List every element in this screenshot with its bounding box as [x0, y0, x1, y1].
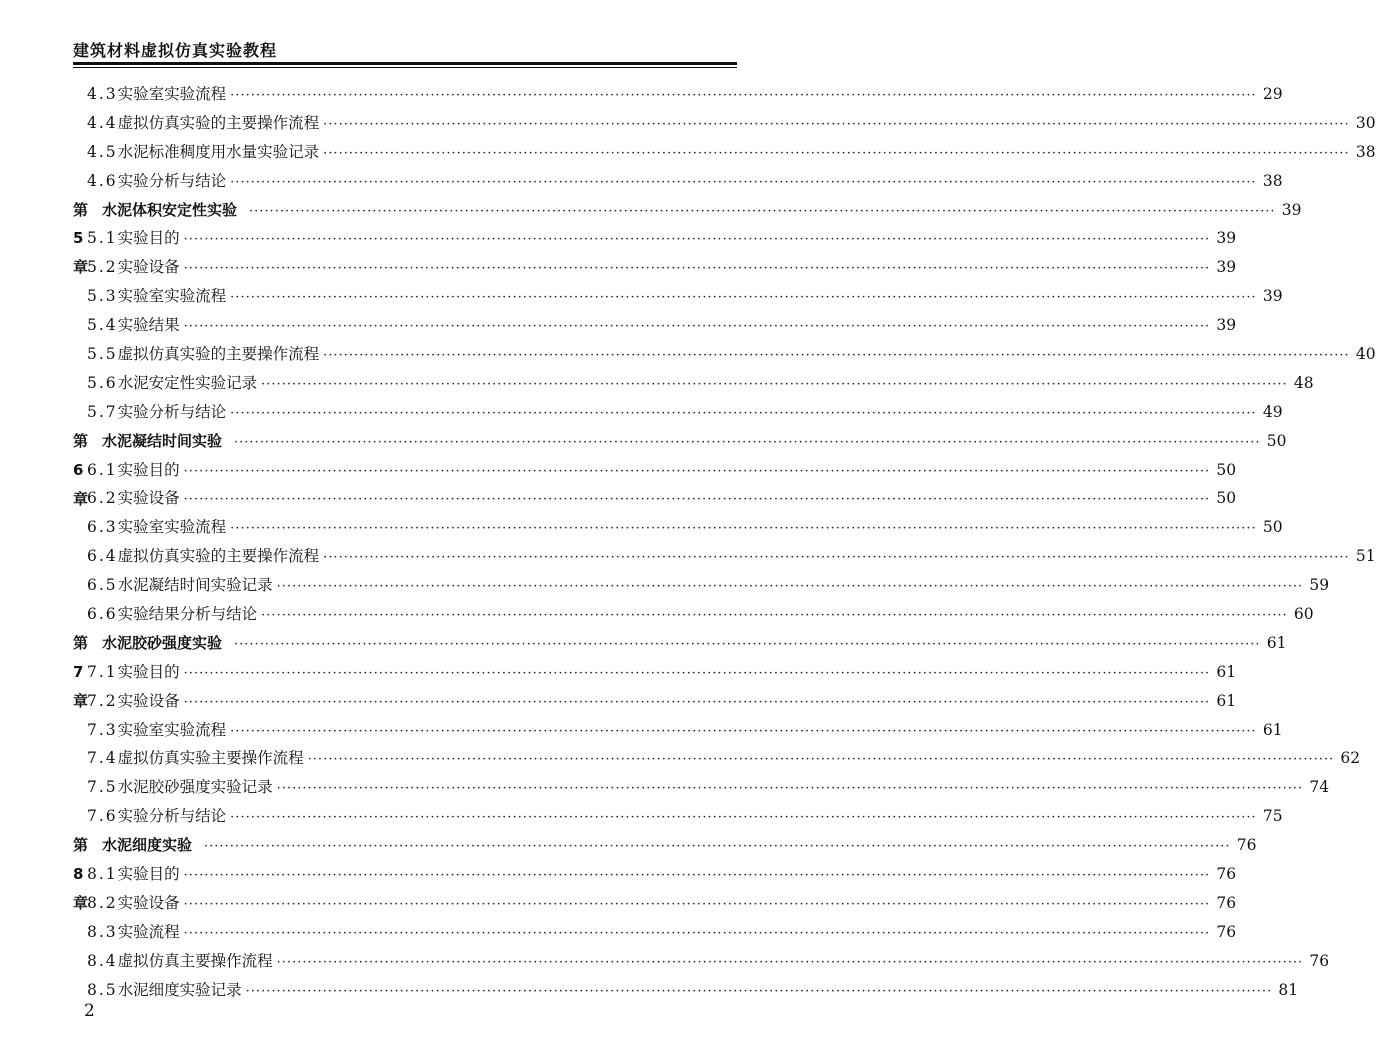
toc-leader-dots: ········································································································································································································	[230, 723, 1257, 739]
toc-section-row[interactable]	[73, 311, 1237, 340]
toc-page-number: 59	[1309, 576, 1330, 595]
toc-section-number: 7.1	[87, 662, 118, 681]
toc-page-number: 50	[1266, 431, 1287, 450]
toc-leader-dots: ········································································································································································································	[230, 88, 1257, 103]
toc-page-number: 61	[1216, 691, 1237, 710]
toc-page-number: 76	[1236, 836, 1257, 855]
toc-section-row[interactable]	[73, 976, 1299, 1005]
toc-entry-title: 虚拟仿真主要操作流程	[117, 951, 273, 970]
toc-section-row[interactable]	[73, 253, 1237, 282]
toc-entry-title: 实验室实验流程	[117, 287, 227, 306]
toc-section-number: 7.2	[87, 691, 118, 710]
toc-section-row[interactable]	[73, 167, 1283, 196]
toc-leader-dots: ········································································································································································································	[204, 839, 1231, 855]
toc-leader-dots: ········································································································································································································	[323, 145, 1350, 161]
toc-entry-title: 水泥安定性实验记录	[117, 373, 258, 392]
toc-section-row[interactable]	[73, 600, 1314, 629]
toc-leader-dots: ········································································································································································································	[183, 896, 1211, 912]
toc-leader-dots: ········································································································································································································	[230, 521, 1257, 537]
toc-leader-dots: ········································································································································································································	[183, 868, 1211, 884]
toc-page-number: 49	[1262, 402, 1283, 421]
toc-entry-title: 虚拟仿真实验主要操作流程	[117, 749, 304, 768]
toc-section-number: 4.4	[87, 113, 118, 132]
toc-section-row[interactable]	[73, 542, 1376, 571]
toc-section-number: 5.5	[87, 345, 118, 364]
toc-page-number: 76	[1216, 922, 1237, 941]
toc-section-row[interactable]	[73, 282, 1283, 311]
toc-entry-title: 实验结果	[117, 316, 180, 335]
toc-leader-dots: ········································································································································································································	[323, 550, 1350, 566]
toc-page-number: 39	[1262, 287, 1283, 306]
toc-entry-title: 实验室实验流程	[117, 720, 227, 739]
toc-section-number: 7.5	[87, 778, 118, 797]
toc-section-row[interactable]	[73, 513, 1283, 542]
toc-page-number: 40	[1355, 345, 1376, 364]
toc-page-number: 81	[1278, 980, 1299, 999]
toc-page-number: 74	[1309, 778, 1330, 797]
page-number: 2	[84, 1001, 95, 1021]
toc-entry-title: 水泥体积安定性实验	[102, 200, 238, 219]
toc-section-row[interactable]	[73, 369, 1314, 398]
toc-section-number: 7.3	[87, 720, 118, 739]
toc-section-row[interactable]	[73, 109, 1376, 138]
toc-section-number: 5.7	[87, 402, 118, 421]
toc-page-number: 48	[1293, 373, 1314, 392]
toc-leader-dots: ········································································································································································································	[230, 810, 1257, 826]
toc-page-number: 76	[1216, 865, 1237, 884]
toc-section-number: 4.5	[87, 142, 118, 161]
toc-leader-dots: ········································································································································································································	[234, 434, 1261, 450]
toc-entry-title: 实验结果分析与结论	[117, 605, 258, 624]
toc-page-number: 61	[1262, 720, 1283, 739]
toc-section-number: 4.6	[87, 171, 118, 190]
toc-leader-dots: ········································································································································································································	[230, 405, 1257, 421]
toc-leader-dots: ········································································································································································································	[183, 694, 1211, 710]
toc-page-number: 61	[1266, 633, 1287, 652]
toc-page-number: 61	[1216, 662, 1237, 681]
header-rule	[73, 62, 737, 68]
toc-leader-dots: ········································································································································································································	[276, 954, 1304, 970]
toc-section-row[interactable]	[73, 456, 1237, 485]
toc-entry-title: 实验分析与结论	[117, 402, 227, 421]
toc-section-number: 6.2	[87, 489, 118, 508]
toc-page-number: 39	[1216, 316, 1237, 335]
toc-leader-dots: ········································································································································································································	[307, 752, 1335, 768]
toc-page-number: 39	[1216, 258, 1237, 277]
toc-page-number: 39	[1216, 229, 1237, 248]
toc-leader-dots: ········································································································································································································	[183, 463, 1211, 479]
toc-entry-title: 水泥细度实验记录	[117, 980, 242, 999]
toc-leader-dots: ········································································································································································································	[183, 492, 1211, 508]
toc-section-row[interactable]	[73, 398, 1283, 427]
toc-section-number: 5.2	[87, 258, 118, 277]
toc-page-number: 29	[1262, 85, 1283, 103]
toc-section-number: 8.3	[87, 922, 118, 941]
toc-section-number: 5.3	[87, 287, 118, 306]
toc-entry-title: 水泥凝结时间实验	[102, 431, 223, 450]
toc-leader-dots: ········································································································································································································	[183, 925, 1211, 941]
toc-chapter-label: 第 5 章	[73, 200, 89, 277]
toc-entry-title: 实验目的	[117, 460, 180, 479]
table-of-contents	[73, 80, 1376, 1005]
toc-chapter-label: 第 6 章	[73, 431, 89, 508]
toc-entry-title: 实验设备	[117, 489, 180, 508]
toc-page-number: 50	[1216, 489, 1237, 508]
toc-leader-dots: ········································································································································································································	[234, 636, 1261, 652]
toc-section-number: 6.1	[87, 460, 118, 479]
toc-page-number: 62	[1340, 749, 1361, 768]
toc-entry-title: 虚拟仿真实验的主要操作流程	[117, 113, 320, 132]
toc-page-number: 51	[1355, 547, 1376, 566]
toc-section-row[interactable]	[73, 138, 1376, 167]
toc-entry-title: 虚拟仿真实验的主要操作流程	[117, 345, 320, 364]
toc-entry-title: 虚拟仿真实验的主要操作流程	[117, 547, 320, 566]
toc-section-row[interactable]	[73, 918, 1237, 947]
toc-page-number: 76	[1309, 951, 1330, 970]
toc-entry-title: 水泥细度实验	[102, 836, 193, 855]
toc-page-number: 76	[1216, 893, 1237, 912]
toc-entry-title: 实验室实验流程	[117, 518, 227, 537]
toc-section-number: 4.3	[87, 85, 118, 103]
toc-section-row[interactable]	[73, 889, 1237, 918]
toc-leader-dots: ········································································································································································································	[183, 232, 1211, 248]
toc-section-row[interactable]	[73, 658, 1237, 687]
toc-chapter-label: 第 7 章	[73, 633, 89, 710]
toc-leader-dots: ········································································································································································································	[183, 261, 1211, 277]
toc-page-number: 38	[1262, 171, 1283, 190]
toc-leader-dots: ········································································································································································································	[245, 983, 1273, 999]
toc-entry-title: 实验设备	[117, 258, 180, 277]
toc-entry-title: 实验分析与结论	[117, 807, 227, 826]
toc-section-row[interactable]	[73, 716, 1283, 745]
toc-section-number: 8.1	[87, 865, 118, 884]
toc-entry-title: 水泥胶砂强度实验记录	[117, 778, 273, 797]
toc-leader-dots: ········································································································································································································	[276, 781, 1304, 797]
toc-entry-title: 实验设备	[117, 893, 180, 912]
toc-entry-title: 实验目的	[117, 662, 180, 681]
toc-page-number: 38	[1355, 142, 1376, 161]
toc-page-number: 50	[1262, 518, 1283, 537]
toc-section-number: 6.6	[87, 605, 118, 624]
toc-page-number: 75	[1262, 807, 1283, 826]
toc-leader-dots: ········································································································································································································	[261, 608, 1288, 624]
toc-section-row[interactable]	[73, 802, 1283, 831]
toc-section-row[interactable]	[73, 340, 1376, 369]
toc-leader-dots: ········································································································································································································	[261, 376, 1288, 392]
toc-entry-title: 实验目的	[117, 229, 180, 248]
running-header: 建筑材料虚拟仿真实验教程	[73, 41, 278, 60]
toc-section-number: 5.4	[87, 316, 118, 335]
toc-entry-title: 水泥凝结时间实验记录	[117, 576, 273, 595]
toc-section-number: 7.6	[87, 807, 118, 826]
toc-leader-dots: ········································································································································································································	[230, 290, 1257, 306]
toc-chapter-label: 第 8 章	[73, 836, 89, 912]
toc-leader-dots: ········································································································································································································	[249, 203, 1276, 219]
toc-leader-dots: ········································································································································································································	[183, 319, 1211, 335]
toc-section-number: 8.5	[87, 980, 118, 999]
toc-page-number: 60	[1293, 605, 1314, 624]
toc-entry-title: 水泥胶砂强度实验	[102, 633, 223, 652]
toc-section-number: 6.4	[87, 547, 118, 566]
toc-section-row[interactable]	[73, 484, 1237, 513]
toc-page-number: 39	[1281, 200, 1302, 219]
toc-section-row[interactable]	[73, 947, 1330, 976]
toc-entry-title: 实验目的	[117, 865, 180, 884]
toc-section-row[interactable]	[73, 224, 1237, 253]
toc-section-row[interactable]	[73, 687, 1237, 716]
toc-section-row[interactable]	[73, 860, 1237, 889]
toc-section-number: 6.3	[87, 518, 118, 537]
toc-page-number: 50	[1216, 460, 1237, 479]
toc-leader-dots: ········································································································································································································	[323, 348, 1350, 364]
toc-entry-title: 实验流程	[117, 922, 180, 941]
toc-section-row[interactable]	[73, 571, 1330, 600]
toc-entry-title: 实验设备	[117, 691, 180, 710]
toc-page-number: 30	[1355, 113, 1376, 132]
toc-entry-title: 实验分析与结论	[117, 171, 227, 190]
toc-section-number: 5.6	[87, 373, 118, 392]
toc-leader-dots: ········································································································································································································	[183, 665, 1211, 681]
toc-section-number: 8.2	[87, 893, 118, 912]
toc-section-number: 7.4	[87, 749, 118, 768]
toc-entry-title: 水泥标准稠度用水量实验记录	[117, 142, 320, 161]
toc-section-number: 5.1	[87, 229, 118, 248]
toc-section-number: 8.4	[87, 951, 118, 970]
toc-leader-dots: ········································································································································································································	[276, 579, 1304, 595]
toc-section-row[interactable]	[73, 80, 1283, 109]
toc-section-number: 6.5	[87, 576, 118, 595]
toc-entry-title: 实验室实验流程	[117, 85, 227, 103]
toc-section-row[interactable]	[73, 773, 1330, 802]
toc-leader-dots: ········································································································································································································	[323, 116, 1350, 132]
toc-section-row[interactable]	[73, 744, 1361, 773]
toc-leader-dots: ········································································································································································································	[230, 174, 1257, 190]
